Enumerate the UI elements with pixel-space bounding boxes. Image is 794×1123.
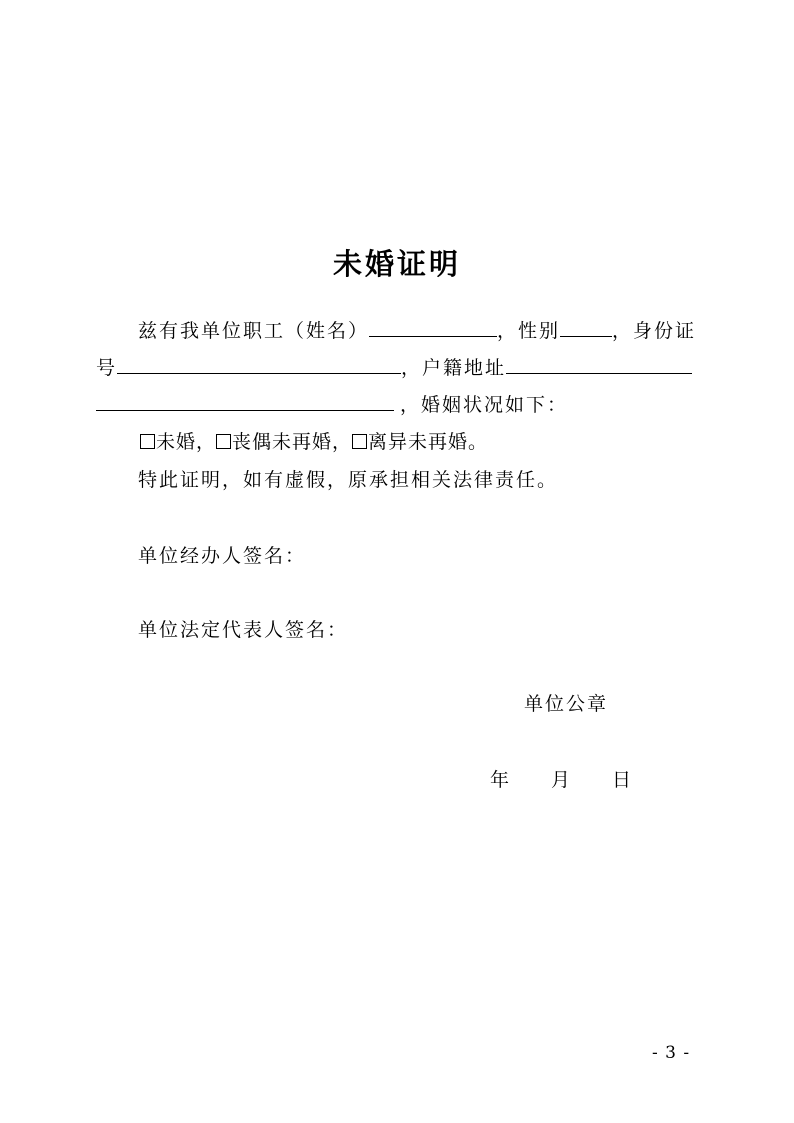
date-day: 日 <box>612 769 634 791</box>
unit-seal-label: 单位公章 <box>524 693 609 715</box>
document-title: 未婚证明 <box>332 247 461 281</box>
handler-signature-label: 单位经办人签名： <box>138 545 307 567</box>
divorced-checkbox[interactable] <box>352 434 367 449</box>
marital-options <box>140 429 488 455</box>
legal-representative-signature-label: 单位法定代表人签名： <box>138 619 349 641</box>
widowed-label: 丧偶未再婚， <box>232 431 353 453</box>
marital-status-label: ，婚姻状况如下： <box>400 394 569 416</box>
unmarried-label: 未婚， <box>156 431 217 453</box>
gender-blank[interactable] <box>560 318 612 337</box>
intro-text: 兹有我单位职工（姓名） <box>138 320 370 342</box>
household-address-blank[interactable] <box>506 355 692 374</box>
body-line-2 <box>96 355 692 381</box>
date-year: 年 <box>490 769 512 791</box>
id-label-end: 号 <box>96 357 118 379</box>
household-address-label: ，户籍地址 <box>401 357 507 379</box>
address-continued-blank[interactable] <box>96 392 394 411</box>
date-line <box>490 767 633 793</box>
date-month: 月 <box>551 769 573 791</box>
id-number-blank[interactable] <box>117 355 401 374</box>
divorced-label: 离异未再婚。 <box>368 431 489 453</box>
gender-label: ，性别 <box>497 320 561 342</box>
unmarried-checkbox[interactable] <box>140 434 155 449</box>
body-line-1 <box>138 318 696 344</box>
page-number: - 3 - <box>652 1043 691 1063</box>
widowed-checkbox[interactable] <box>216 434 231 449</box>
body-line-3 <box>96 392 568 418</box>
name-blank[interactable] <box>369 318 497 337</box>
id-label-start: ，身份证 <box>612 320 697 342</box>
declaration-text: 特此证明，如有虚假，原承担相关法律责任。 <box>138 469 559 491</box>
